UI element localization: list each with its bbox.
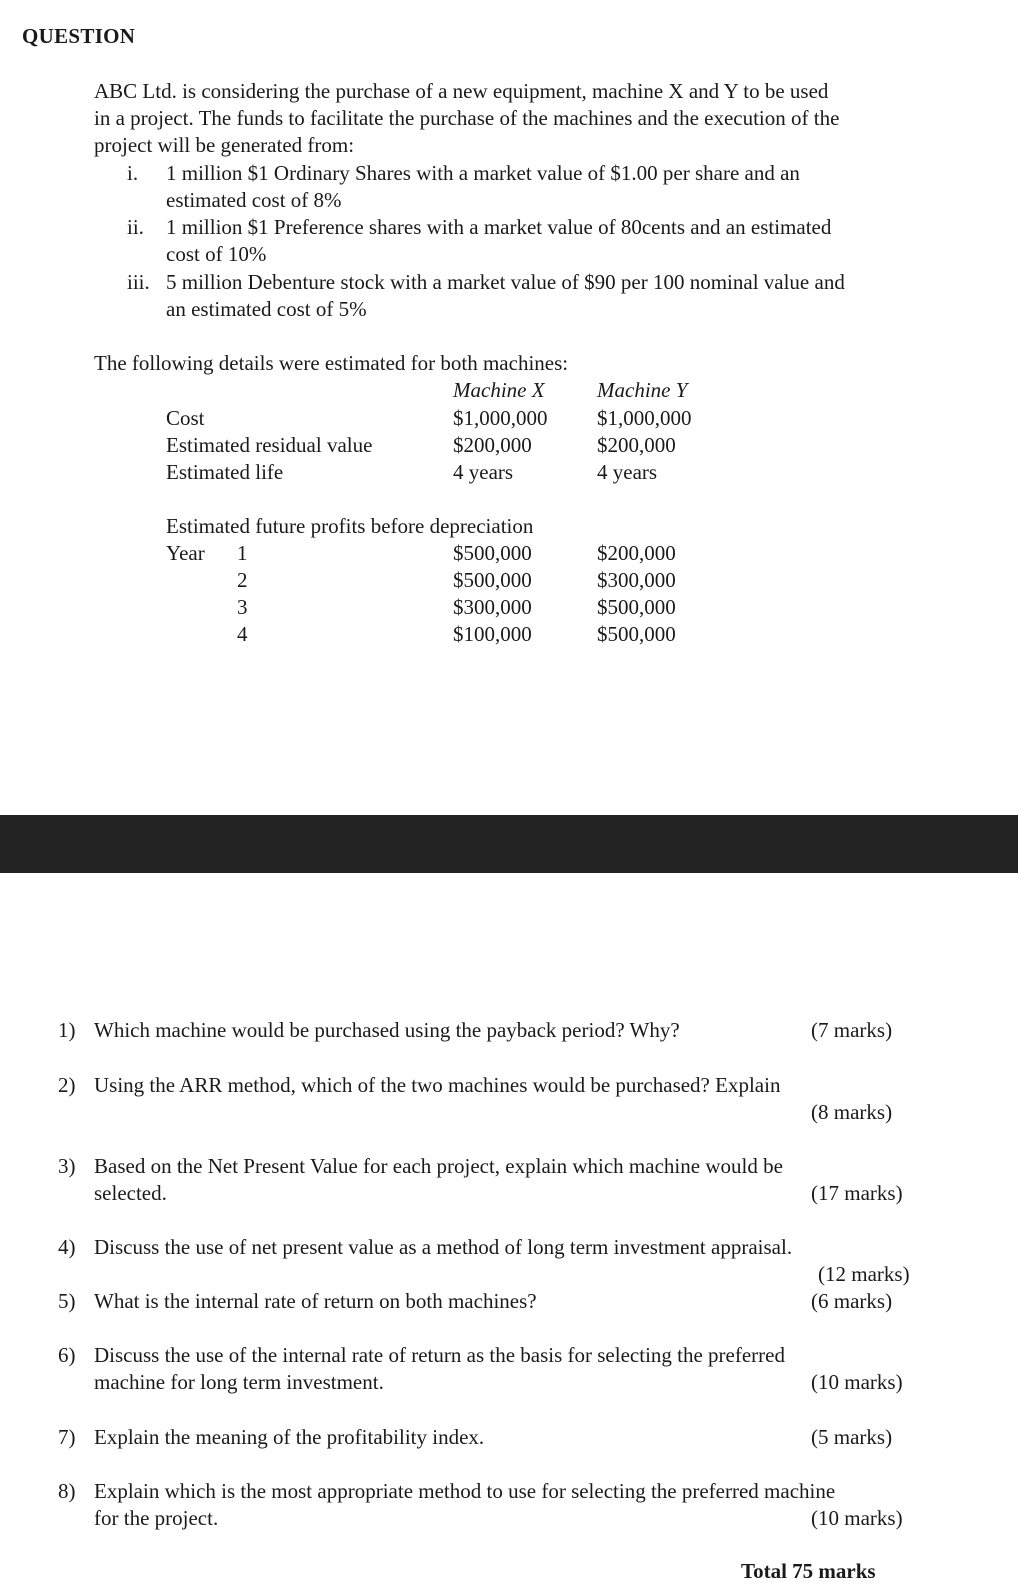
question-1-marks: (7 marks) [811, 1018, 893, 1042]
profit-year-2-y: $300,000 [597, 568, 676, 592]
funding-numeral-1: i. [127, 161, 139, 185]
funding-item-2-line-2: cost of 10% [166, 242, 267, 266]
funding-numeral-2: ii. [127, 215, 144, 239]
question-4-text: Discuss the use of net present value as a method of long term investment appraisal. [94, 1235, 793, 1259]
question-5-number: 5) [58, 1289, 76, 1313]
profit-year-1-y: $200,000 [597, 541, 676, 565]
profit-year-2: 2 [237, 568, 248, 592]
row-label-residual: Estimated residual value [166, 433, 373, 457]
profit-year-3-y: $500,000 [597, 595, 676, 619]
question-7-marks: (5 marks) [811, 1425, 893, 1449]
funding-item-1-line-1: 1 million $1 Ordinary Shares with a market value of $1.00 per share and an [166, 161, 800, 185]
row-label-life: Estimated life [166, 460, 284, 484]
question-8-text-line-2: for the project. [94, 1506, 219, 1530]
profit-year-4: 4 [237, 622, 248, 646]
profit-year-3-x: $300,000 [453, 595, 532, 619]
profits-title: Estimated future profits before depreciation [166, 514, 534, 538]
header-machine-y: Machine Y [597, 378, 688, 402]
row-label-cost: Cost [166, 406, 205, 430]
life-machine-x: 4 years [453, 460, 514, 484]
question-3-number: 3) [58, 1154, 76, 1178]
profit-year-4-x: $100,000 [453, 622, 532, 646]
funding-item-1-line-2: estimated cost of 8% [166, 188, 342, 212]
intro-line-3: project will be generated from: [94, 133, 355, 157]
question-8-number: 8) [58, 1479, 76, 1503]
intro-line-1: ABC Ltd. is considering the purchase of a new equipment, machine X and Y to be used [94, 79, 829, 103]
funding-item-2-line-1: 1 million $1 Preference shares with a market value of 80cents and an estimated [166, 215, 832, 239]
year-label: Year [166, 541, 205, 565]
question-7-number: 7) [58, 1425, 76, 1449]
cost-machine-x: $1,000,000 [453, 406, 548, 430]
header-machine-x: Machine X [453, 378, 545, 402]
question-6-marks: (10 marks) [811, 1370, 903, 1394]
profit-year-1: 1 [237, 541, 248, 565]
page-heading: QUESTION [22, 24, 136, 48]
question-8-marks: (10 marks) [811, 1506, 903, 1530]
question-8-text-line-1: Explain which is the most appropriate method to use for selecting the preferred machine [94, 1479, 836, 1503]
residual-machine-x: $200,000 [453, 433, 532, 457]
profit-year-2-x: $500,000 [453, 568, 532, 592]
question-3-text-line-2: selected. [94, 1181, 167, 1205]
funding-numeral-3: iii. [127, 270, 150, 294]
question-1-text: Which machine would be purchased using the payback period? Why? [94, 1018, 680, 1042]
question-5-text: What is the internal rate of return on both machines? [94, 1289, 537, 1313]
question-1-number: 1) [58, 1018, 76, 1042]
cost-machine-y: $1,000,000 [597, 406, 692, 430]
question-6-text-line-2: machine for long term investment. [94, 1370, 384, 1394]
profit-year-4-y: $500,000 [597, 622, 676, 646]
funding-item-3-line-1: 5 million Debenture stock with a market value of $90 per 100 nominal value and [166, 270, 845, 294]
funding-item-3-line-2: an estimated cost of 5% [166, 297, 367, 321]
question-6-text-line-1: Discuss the use of the internal rate of return as the basis for selecting the preferred [94, 1343, 785, 1367]
residual-machine-y: $200,000 [597, 433, 676, 457]
question-3-text-line-1: Based on the Net Present Value for each project, explain which machine would be [94, 1154, 783, 1178]
redaction-bar [0, 815, 1018, 873]
intro-line-2: in a project. The funds to facilitate the purchase of the machines and the execution of the [94, 106, 840, 130]
total-marks: Total 75 marks [741, 1559, 876, 1583]
life-machine-y: 4 years [597, 460, 658, 484]
question-7-text: Explain the meaning of the profitability index. [94, 1425, 485, 1449]
question-6-number: 6) [58, 1343, 76, 1367]
profit-year-3: 3 [237, 595, 248, 619]
question-4-number: 4) [58, 1235, 76, 1259]
question-2-text: Using the ARR method, which of the two machines would be purchased? Explain [94, 1073, 781, 1097]
question-5-marks: (6 marks) [811, 1289, 893, 1313]
profit-year-1-x: $500,000 [453, 541, 532, 565]
details-intro: The following details were estimated for both machines: [94, 351, 569, 375]
question-4-marks: (12 marks) [818, 1262, 910, 1286]
question-2-marks: (8 marks) [811, 1100, 893, 1124]
question-2-number: 2) [58, 1073, 76, 1097]
question-3-marks: (17 marks) [811, 1181, 903, 1205]
